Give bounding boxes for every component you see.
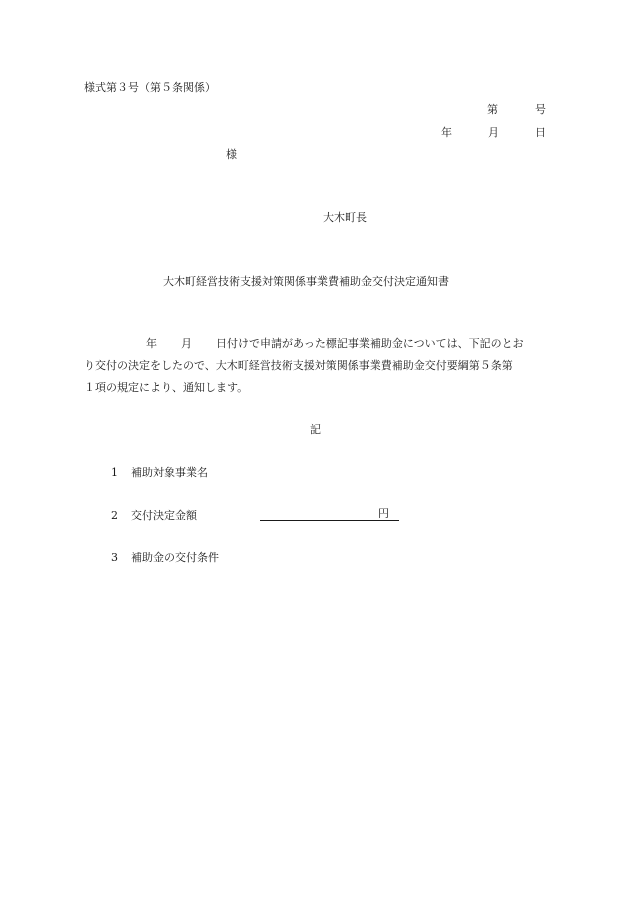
date-month: 月: [488, 126, 499, 139]
item-3-label: 補助金の交付条件: [131, 551, 219, 564]
item-3-number: 3: [111, 551, 118, 564]
body-year: 年: [146, 337, 157, 350]
form-label: 様式第３号（第５条関係）: [84, 81, 216, 94]
date-year: 年: [441, 126, 452, 139]
item-1-label: 補助対象事業名: [131, 466, 208, 479]
amount-underline: [260, 507, 378, 521]
body-line-1-rest: 日付けで申請があった標記事業補助金については、下記のとお: [216, 337, 524, 350]
body-paragraph: [84, 333, 546, 399]
body-line-1: [84, 333, 546, 355]
document-number-suffix: 号: [535, 103, 546, 116]
sender-name: 大木町長: [323, 211, 367, 224]
addressee-suffix: 様: [226, 148, 237, 161]
amount-unit: 円: [378, 507, 399, 521]
item-2-label: 交付決定金額: [131, 509, 197, 522]
body-month: 月: [181, 337, 192, 350]
date-day: 日: [535, 126, 546, 139]
item-1-number: 1: [111, 466, 118, 479]
body-line-3: １項の規定により、通知します。: [84, 381, 249, 394]
body-line-2: り交付の決定をしたので、大木町経営技術支援対策関係事業費補助金交付要綱第５条第: [84, 359, 513, 372]
document-number-prefix: 第: [487, 103, 498, 116]
amount-blank: [260, 507, 399, 521]
document-title: 大木町経営技術支援対策関係事業費補助金交付決定通知書: [163, 275, 449, 288]
ki-heading: 記: [310, 423, 321, 436]
item-2-number: 2: [111, 509, 118, 522]
